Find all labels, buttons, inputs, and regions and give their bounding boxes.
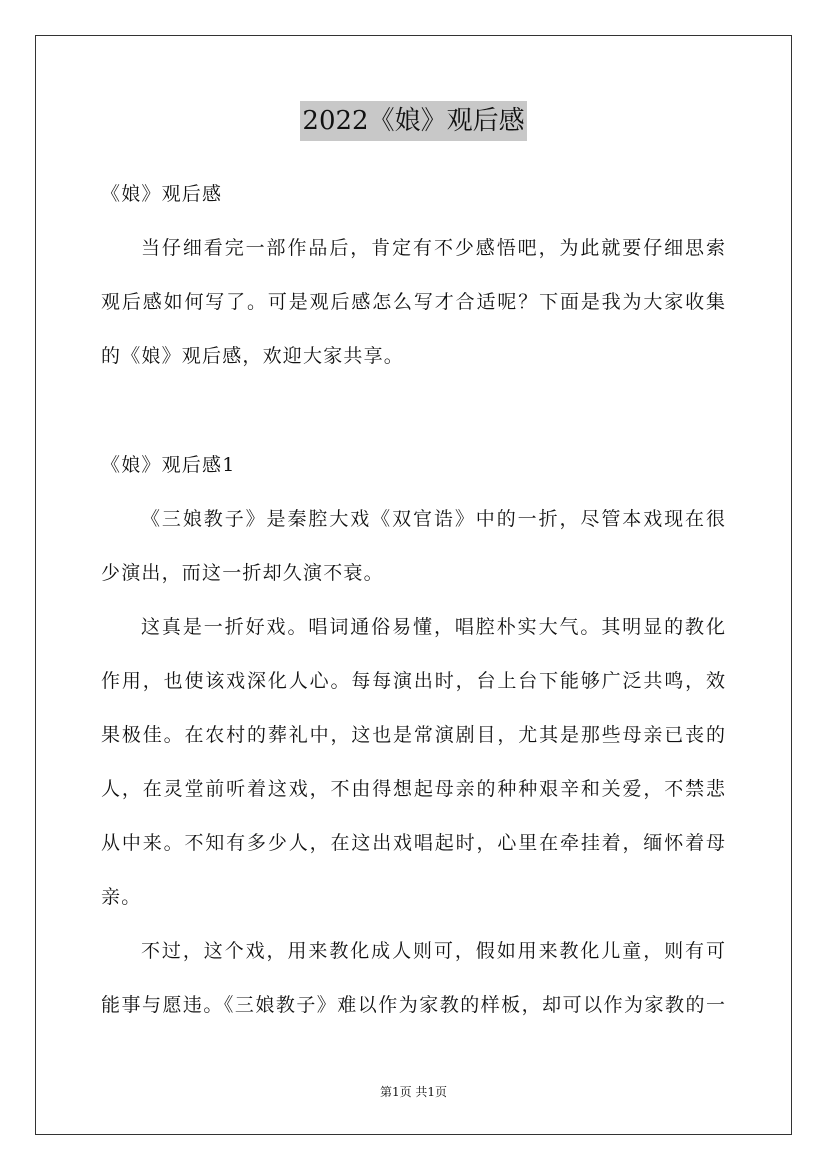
paragraph-line: 亲。 <box>101 886 142 908</box>
title-container <box>0 101 827 141</box>
paragraph-line: 果极佳。在农村的葬礼中，这也是常演剧目，尤其是那些母亲已丧的 <box>101 724 725 746</box>
paragraph-line: 从中来。不知有多少人，在这出戏唱起时，心里在牵挂着，缅怀着母 <box>101 832 725 854</box>
paragraph-line: 作用，也使该戏深化人心。每每演出时，台上台下能够广泛共鸣，效 <box>101 670 725 692</box>
paragraph-line: 当仔细看完一部作品后，肯定有不少感悟吧，为此就要仔细思索 <box>141 237 725 259</box>
section-heading: 《娘》观后感1 <box>101 454 236 476</box>
paragraph-line: 不过，这个戏，用来教化成人则可，假如用来教化儿童，则有可 <box>141 940 725 962</box>
paragraph-line: 人，在灵堂前听着这戏，不由得想起母亲的种种艰辛和关爱，不禁悲 <box>101 778 725 800</box>
paragraph-line: 的《娘》观后感，欢迎大家共享。 <box>101 345 405 367</box>
page-footer: 第1页 共1页 <box>379 1085 448 1099</box>
paragraph-line: 观后感如何写了。可是观后感怎么写才合适呢？下面是我为大家收集 <box>101 291 725 313</box>
paragraph-line: 能事与愿违。《三娘教子》难以作为家教的样板，却可以作为家教的一 <box>101 994 725 1016</box>
paragraph-line: 这真是一折好戏。唱词通俗易懂，唱腔朴实大气。其明显的教化 <box>141 616 725 638</box>
section-heading: 《娘》观后感 <box>101 183 223 205</box>
document-title: 2022《娘》观后感 <box>300 101 526 141</box>
paragraph-line: 《三娘教子》是秦腔大戏《双官诰》中的一折，尽管本戏现在很 <box>141 508 725 530</box>
paragraph-line: 少演出，而这一折却久演不衰。 <box>101 562 384 584</box>
